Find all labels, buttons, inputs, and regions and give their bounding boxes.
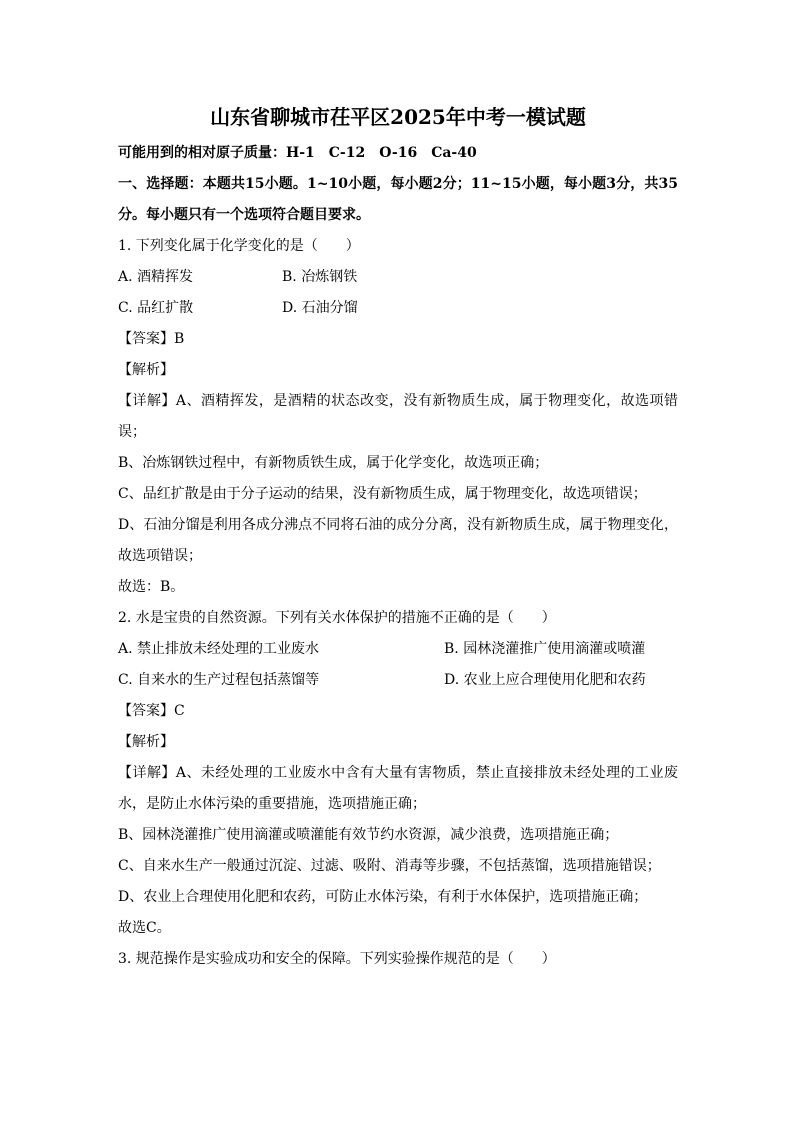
question-2-detail-b: B、园林浇灌推广使用滴灌或喷灌能有效节约水资源，减少浪费，选项措施正确； [118,827,619,843]
question-2-conclusion: 故选C。 [118,920,171,936]
question-1-options-row-1 [118,262,678,293]
option-c: C. 自来水的生产过程包括蒸馏等 [118,672,320,688]
question-1-stem: 1. 下列变化属于化学变化的是（ ） [118,238,360,254]
question-2-analysis-label: 【解析】 [118,734,174,750]
question-1-options-row-2 [118,293,678,324]
question-1-analysis-label: 【解析】 [118,362,174,378]
option-d: D. 农业上应合理使用化肥和农药 [444,672,646,688]
question-3-stem: 3. 规范操作是实验成功和安全的保障。下列实验操作规范的是（ ） [118,951,556,967]
option-a: A. 禁止排放未经处理的工业废水 [118,641,320,657]
question-2-detail-c: C、自来水生产一般通过沉淀、过滤、吸附、消毒等步骤，不包括蒸馏，选项措施错误； [118,858,661,874]
question-2-answer: 【答案】C [118,703,185,719]
question-2-detail-d: D、农业上合理使用化肥和农药，可防止水体污染，有利于水体保护，选项措施正确； [118,889,648,905]
question-1-detail-b: B、冶炼钢铁过程中，有新物质铁生成，属于化学变化，故选项正确； [118,455,549,471]
option-c: C. 品红扩散 [118,300,194,316]
option-b: B. 园林浇灌推广使用滴灌或喷灌 [444,641,646,657]
question-2-options-row-1 [118,634,678,665]
option-d: D. 石油分馏 [282,300,358,316]
question-2-stem: 2. 水是宝贵的自然资源。下列有关水体保护的措施不正确的是（ ） [118,610,556,626]
question-1-detail-a: 【详解】A、酒精挥发，是酒精的状态改变，没有新物质生成，属于物理变化，故选项错误； [118,393,678,440]
page-title: 山东省聊城市茌平区2025年中考一模试题 [210,105,586,129]
option-a: A. 酒精挥发 [118,269,194,285]
question-1-detail-d: D、石油分馏是利用各成分沸点不同将石油的成分分离，没有新物质生成，属于物理变化，故选项错误； [118,517,678,564]
question-1-conclusion: 故选：B。 [118,579,185,595]
question-2-options-row-2 [118,665,678,696]
exam-page [118,100,678,975]
section-intro: 一、选择题：本题共15小题。1~10小题，每小题2分；11~15小题，每小题3分，共35分。每小题只有一个选项符合题目要求。 [118,176,678,223]
question-2-detail-a: 【详解】A、未经处理的工业废水中含有大量有害物质，禁止直接排放未经处理的工业废水，是防止水体污染的重要措施，选项措施正确； [118,765,678,812]
question-1-answer: 【答案】B [118,331,185,347]
question-1-detail-c: C、品红扩散是由于分子运动的结果，没有新物质生成，属于物理变化，故选项错误； [118,486,647,502]
atomic-masses: 可能用到的相对原子质量：H-1 C-12 O-16 Ca-40 [118,145,477,161]
option-b: B. 冶炼钢铁 [282,269,358,285]
